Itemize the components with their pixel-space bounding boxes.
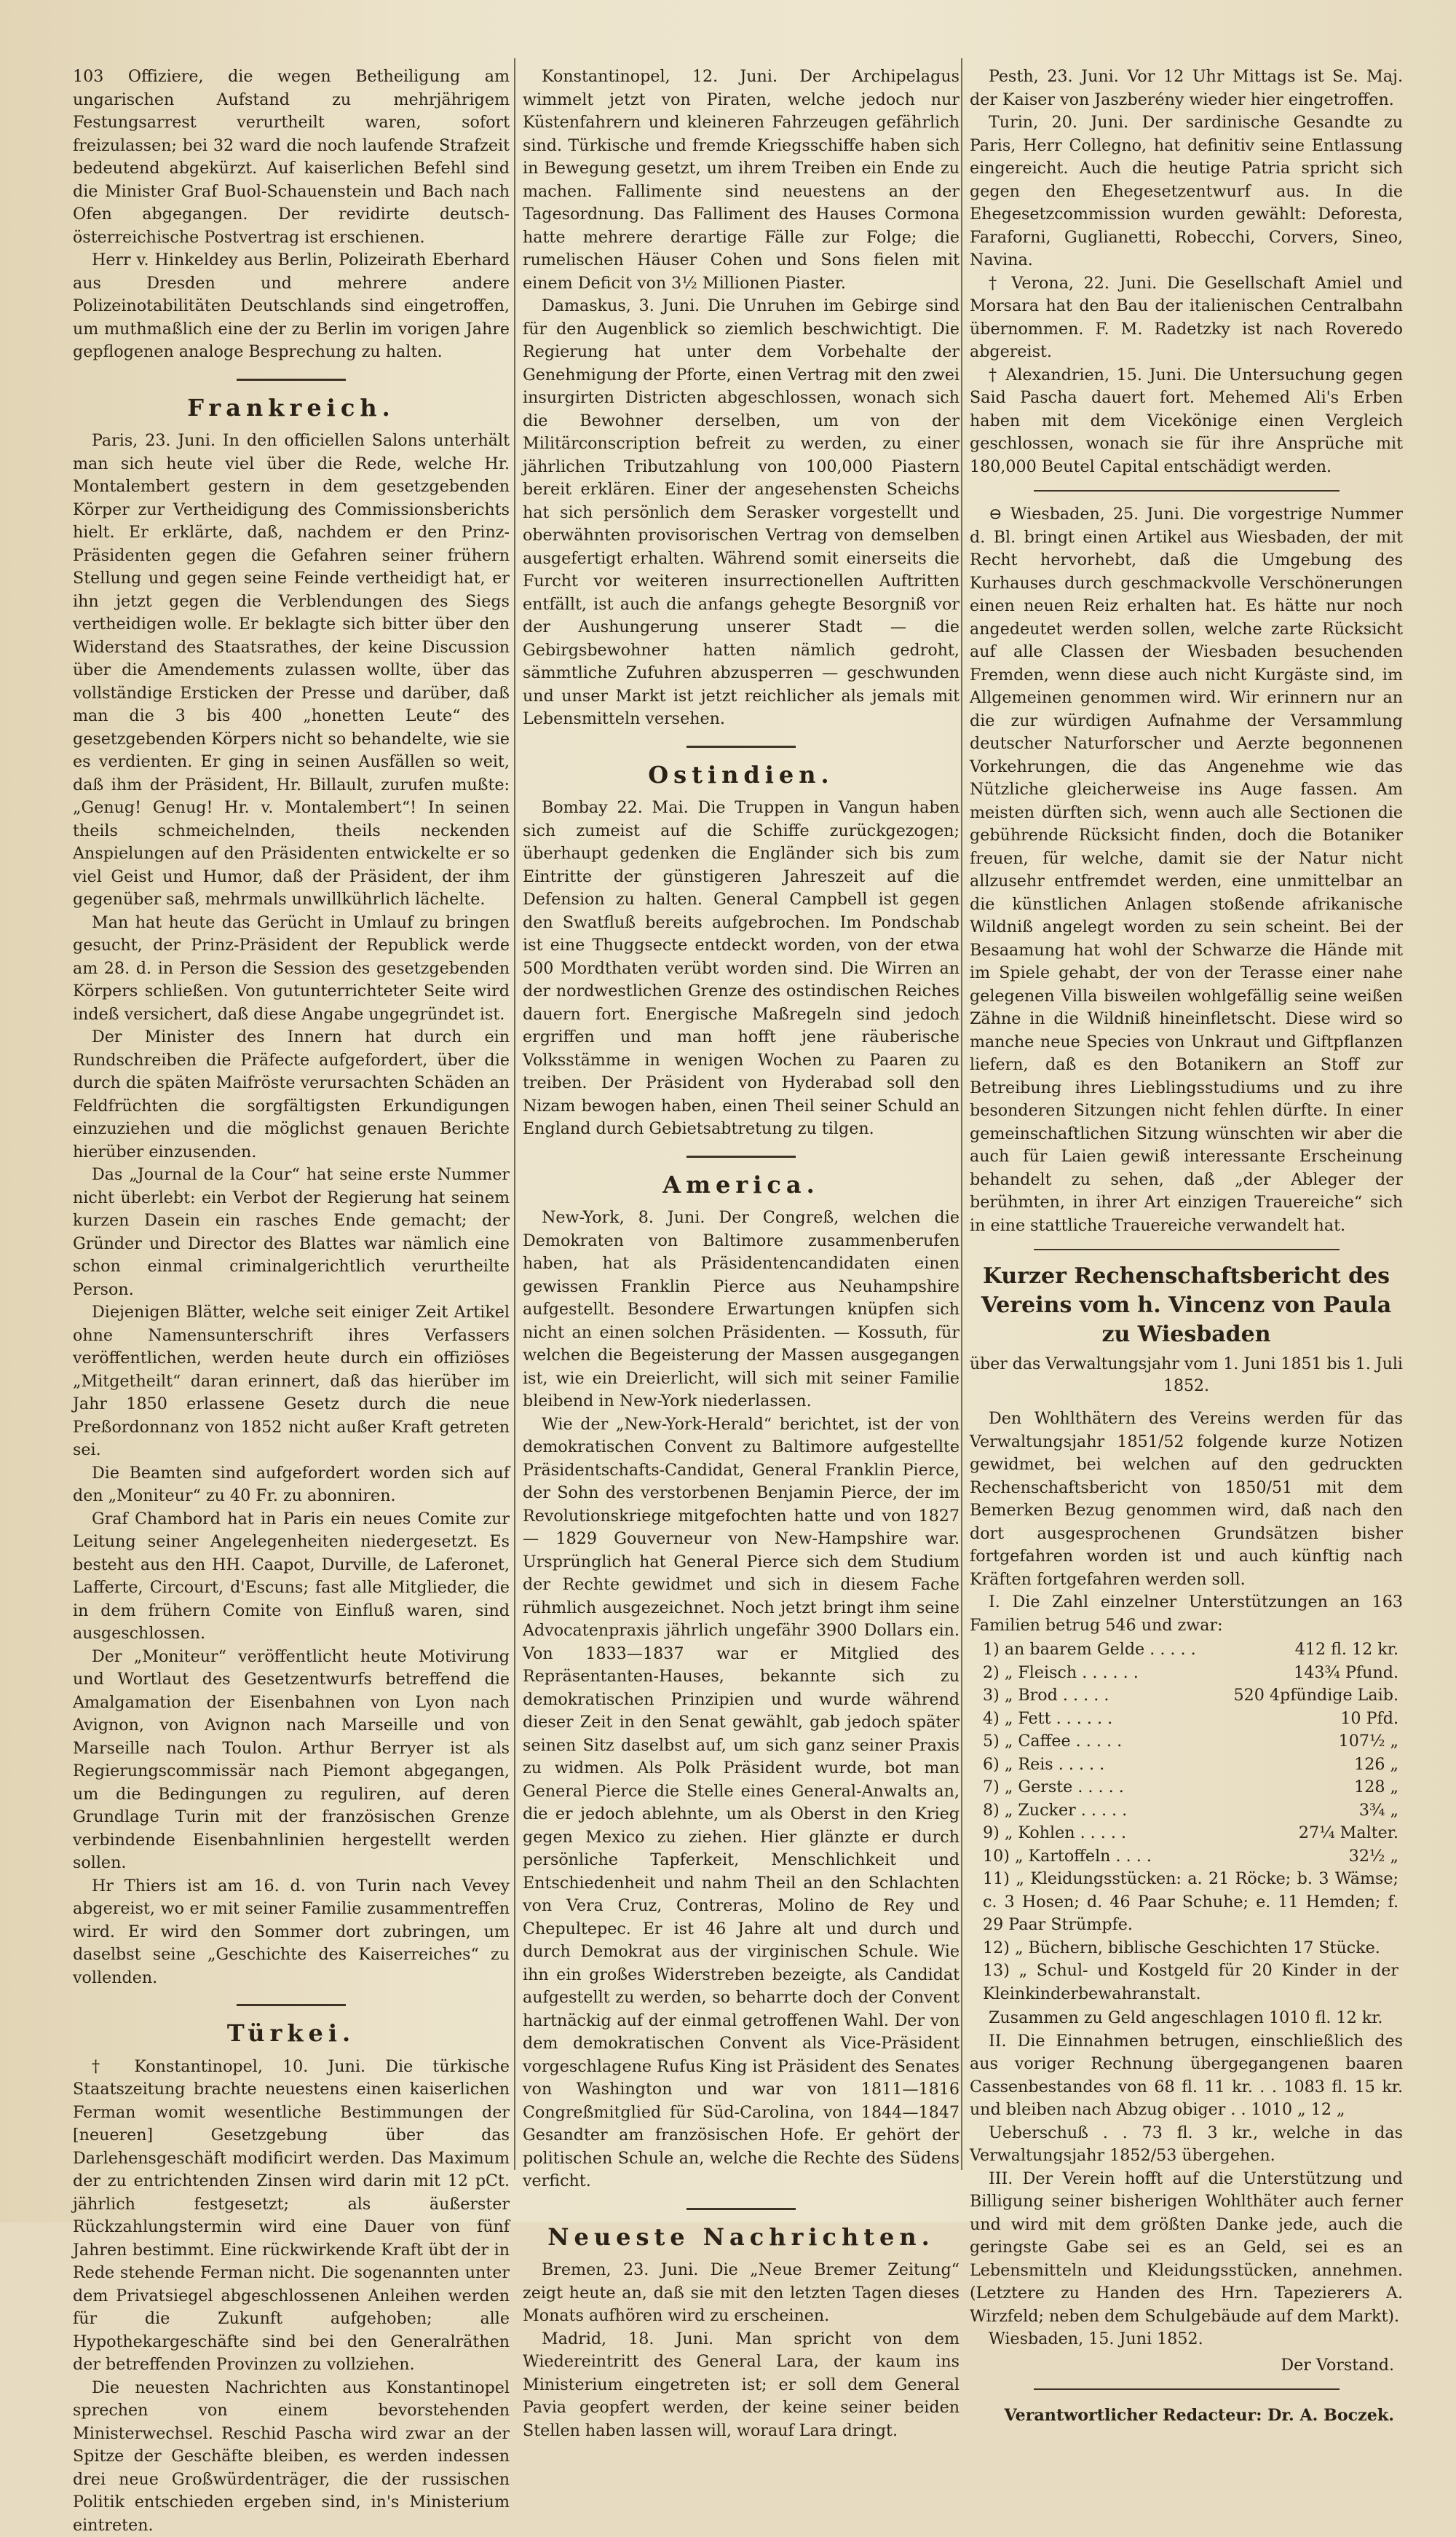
article-paragraph: Turin, 20. Juni. Der sardinische Gesandte zu Paris, Herr Collegno, hat definitiv seine Entlassung eingereicht. Auch die heutige Patria spricht sich gegen den Ehegesetzentwurf aus. In die Ehegesetzcommission wurden gewählt: Deforesta, Faraforni, Guglianetti, Robecchi, Corvers, Sineo, Navina. — [970, 111, 1403, 272]
signature: Der Vorstand. — [970, 2354, 1403, 2378]
section-divider — [237, 2004, 346, 2006]
item-amount: 412 fl. 12 kr. — [1289, 1638, 1398, 1662]
list-item — [983, 1730, 1403, 1753]
section-heading: Türkei. — [73, 2022, 510, 2045]
item-amount: 10 Pfd. — [1334, 1708, 1398, 1731]
section-heading: Neueste Nachrichten. — [523, 2226, 960, 2249]
column-right — [970, 66, 1403, 2428]
item-label: 10) „ Kartoffeln . . . . — [983, 1845, 1152, 1869]
item-amount: 27¼ Malter. — [1293, 1822, 1398, 1845]
article-paragraph: Paris, 23. Juni. In den officiellen Salons unterhält man sich heute viel über die Rede, welche Hr. Montalembert gestern in dem gesetzgebenden Körper zur Vertheidigung des Commissionsberichts hielt. Er erklärte, daß, nachdem er den Prinz-Präsidenten gegen die Gefahren seiner frühern Stellung und gegen seine Feinde vertheidigt hat, er ihn jetzt gegen die Verblendungen des Siegs vertheidigen wolle. Er beklagte sich bitter über den Widerstand des Staatsrathes, der keine Discussion über die Amendements zulassen wollte, über das vollständige Ersticken der Presse und darüber, daß man die 3 bis 400 „honetten Leute“ des gesetzgebenden Körpers nicht so behandelte, wie sie es verdienten. Er ging in seinen Ausfällen so weit, daß ihm der Präsident, Hr. Billault, zurufen mußte: „Genug! Genug! Hr. v. Montalembert“! In seinen theils schmeichelnden, theils neckenden Anspielungen auf den Präsidenten entwickelte er so viel Geist und Humor, daß der Präsident, der ihm gegenüber saß, mehrmals unwillkührlich lächelte. — [73, 430, 510, 912]
item-amount: 126 „ — [1348, 1753, 1398, 1777]
article-paragraph: II. Die Einnahmen betrugen, einschließlich des aus voriger Rechnung übergegangenen baaren Cassenbestandes von 68 fl. 11 kr. . . 1083 fl. 15 kr. und bleiben nach Abzug obiger . . 1010 „ 12 „ — [970, 2030, 1403, 2122]
list-item — [983, 1937, 1403, 1960]
article-paragraph: Madrid, 18. Juni. Man spricht von dem Wiedereintritt des General Lara, der kaum ins Ministerium eingetreten ist; er soll dem General Pavia geopfert werden, der keine seiner beiden Stellen haben lassen will, worauf Lara dringt. — [523, 2328, 960, 2443]
item-label: 8) „ Zucker . . . . . — [983, 1799, 1127, 1823]
article-paragraph: † Konstantinopel, 10. Juni. Die türkische Staatszeitung brachte neuestens einen kaiserlichen Ferman womit wesentliche Bestimmungen der [neueren] Gesetzgebung über das Darlehensgeschäft modificirt werden. Das Maximum der zu entrichtenden Zinsen wird darin mit 12 pCt. jährlich festgesetzt; als äußerster Rückzahlungstermin wird eine Dauer von fünf Jahren bestimmt. Eine rückwirkende Kraft übt der in Rede stehende Ferman nicht. Die sogenannten unter dem Privatsiegel abgeschlossenen Anleihen werden für die Zukunft aufgehoben; alle Hypothekargeschäfte sind bei den Generalräthen der betreffenden Provinzen zu vollziehen. — [73, 2056, 510, 2377]
column-rule — [961, 58, 962, 2170]
section-divider — [237, 379, 346, 381]
article-paragraph: Graf Chambord hat in Paris ein neues Comite zur Leitung seiner Angelegenheiten niedergesetzt. Es besteht aus den HH. Caapot, Durville, de Laferonet, Lafferte, Circourt, d'Escuns; fast alle Mitglieder, die in dem frühern Comite von Einfluß waren, sind ausgeschlossen. — [73, 1508, 510, 1646]
item-label: 2) „ Fleisch . . . . . . — [983, 1662, 1139, 1685]
column-middle — [523, 66, 960, 2442]
list-item — [983, 1960, 1403, 2005]
item-amount: 32½ „ — [1343, 1845, 1398, 1869]
list-item — [983, 1638, 1403, 1662]
section-divider — [1034, 1249, 1340, 1250]
article-paragraph: Pesth, 23. Juni. Vor 12 Uhr Mittags ist Se. Maj. der Kaiser von Jaszberény wieder hier eingetroffen. — [970, 66, 1403, 111]
list-item — [983, 1684, 1403, 1708]
list-item — [983, 1753, 1403, 1777]
item-amount: 520 4pfündige Laib. — [1227, 1684, 1398, 1708]
section-heading: Ostindien. — [523, 764, 960, 787]
section-heading: Frankreich. — [73, 397, 510, 420]
list-item — [983, 1799, 1403, 1823]
item-label: 6) „ Reis . . . . . — [983, 1753, 1104, 1777]
support-items-list — [983, 1638, 1403, 2005]
item-label: 12) „ Büchern, biblische Geschichten 17 Stücke. — [983, 1937, 1380, 1960]
report-title: Kurzer Rechenschaftsbericht des Vereins vom h. Vincenz von Paula zu Wiesbaden — [970, 1262, 1403, 1349]
article-paragraph: Zusammen zu Geld angeschlagen 1010 fl. 12 kr. — [970, 2007, 1403, 2030]
list-item — [983, 1708, 1403, 1731]
item-amount: 107½ „ — [1333, 1730, 1398, 1753]
report-subtitle: über das Verwaltungsjahr vom 1. Juni 1851 bis 1. Juli 1852. — [970, 1354, 1403, 1397]
item-label: 11) „ Kleidungsstücken: a. 21 Röcke; b. 3 Wämse; c. 3 Hosen; d. 46 Paar Schuhe; e. 11 Hemden; f. 29 Paar Strümpfe. — [983, 1868, 1398, 1937]
list-item — [983, 1776, 1403, 1799]
article-paragraph: Die neuesten Nachrichten aus Konstantinopel sprechen von einem bevorstehenden Ministerwechsel. Reschid Pascha wird zwar an der Spitze der Geschäfte bleiben, es werden indessen drei neue Großwürdenträger, die der russischen Politik entschieden ergeben sind, in's Ministerium eintreten. — [73, 2377, 510, 2537]
section-heading: America. — [523, 1174, 960, 1197]
item-amount: 3¾ „ — [1353, 1799, 1398, 1823]
item-label: 9) „ Kohlen . . . . . — [983, 1822, 1126, 1845]
list-item — [983, 1868, 1403, 1937]
item-amount: 128 „ — [1348, 1776, 1398, 1799]
article-paragraph: Wie der „New-York-Herald“ berichtet, ist der von demokratischen Convent zu Baltimore aufgestellte Präsidentschafts-Candidat, General Franklin Pierce, der Sohn des verstorbenen Benjamin Pierce, der im Revolutionskriege mitgefochten hatte und von 1827 — 1829 Gouverneur von New-Hampshire war. Ursprünglich hat General Pierce sich dem Studium der Rechte gewidmet und sich in diesem Fache rühmlich ausgezeichnet. Noch jetzt bringt ihm seine Advocatenpraxis jährlich ungefähr 3900 Dollars ein. Von 1833—1837 war er Mitglied des Repräsentanten-Hauses, bekannte sich zu demokratischen Prinzipien und wurde während dieser Zeit in den Senat gewählt, gab jedoch später seinen Sitz daselbst auf, um sich ganz seiner Praxis zu widmen. Als Polk Präsident wurde, bot man General Pierce die Stelle eines General-Anwalts an, die er jedoch ablehnte, um als Oberst in den Krieg gegen Mexico zu ziehen. Hier glänzte er durch persönliche Tapferkeit, Menschlichkeit und Entschiedenheit und nahm Theil an den Schlachten von Vera Cruz, Contreras, Molino de Rey und Chepultepec. Er ist 46 Jahre alt und durch und durch Demokrat aus der virginischen Schule. Wie ihn ein großes Widerstreben bezeigte, als Candidat aufgestellt zu werden, so beharrte doch der Convent hartnäckig auf der einmal getroffenen Wahl. Der von dem demokratischen Convent als Vice-Präsident vorgeschlagene Rufus King ist Präsident des Senates von Washington und war von 1811—1816 Congreßmitglied für Süd-Carolina, von 1844—1847 Gesandter am französischen Hofe. Er gehört der politischen Schule an, welche die Rechte des Südens verficht. — [523, 1413, 960, 2193]
article-paragraph: † Alexandrien, 15. Juni. Die Untersuchung gegen Said Pascha dauert fort. Mehemed Ali's Erben haben mit dem Vicekönige einen Vergleich geschlossen, wonach sie für ihre Ansprüche mit 180,000 Beutel Capital entschädigt werden. — [970, 364, 1403, 479]
item-amount: 143¾ Pfund. — [1288, 1662, 1398, 1685]
article-paragraph: Damaskus, 3. Juni. Die Unruhen im Gebirge sind für den Augenblick so ziemlich beschwichtigt. Die Regierung hat unter dem Vorbehalte der Genehmigung der Pforte, einen Vertrag mit den zwei insurgirten Districten abgeschlossen, wonach sich die Bewohner derselben, um von der Militärconscription befreit zu werden, zu einer jährlichen Tributzahlung von 100,000 Piastern bereit erklären. Einer der angesehensten Scheichs hat sich persönlich dem Serasker vorgestellt und oberwähnten provisorischen Vertrag von demselben ausgefertigt erhalten. Während somit einerseits die Furcht vor weiteren insurrectionellen Auftritten entfällt, ist auch die anfangs gehegte Besorgniß vor der Aushungerung unserer Stadt — die Gebirgsbewohner hatten nämlich gedroht, sämmtliche Zufuhren abzusperren — geschwunden und unser Markt ist jetzt reichlicher als jemals mit Lebensmitteln versehen. — [523, 295, 960, 731]
item-label: 7) „ Gerste . . . . . — [983, 1776, 1124, 1799]
list-item — [983, 1662, 1403, 1685]
item-label: 1) an baarem Gelde . . . . . — [983, 1638, 1196, 1662]
article-paragraph: Man hat heute das Gerücht in Umlauf zu bringen gesucht, der Prinz-Präsident der Republick werde am 28. d. in Person die Session des gesetzgebenden Körpers schließen. Von gutunterrichteter Seite wird indeß versichert, daß diese Angabe ungegründet ist. — [73, 912, 510, 1027]
article-paragraph: Konstantinopel, 12. Juni. Der Archipelagus wimmelt jetzt von Piraten, welche jedoch nur Küstenfahrern und kleineren Fahrzeugen gefährlich sind. Türkische und fremde Kriegsschiffe haben sich in Bewegung gesetzt, um ihrem Treiben ein Ende zu machen. Fallimente sind neuestens an der Tagesordnung. Das Falliment des Hauses Cormona hatte mehrere derartige Fälle zur Folge; die rumelischen Häuser Cohen und Sons fielen mit einem Deficit von 3½ Millionen Piaster. — [523, 66, 960, 295]
article-paragraph: New-York, 8. Juni. Der Congreß, welchen die Demokraten von Baltimore zusammenberufen haben, hat als Präsidentencandidaten einen gewissen Franklin Pierce aus Neuhampshire aufgestellt. Besondere Erwartungen knüpfen sich nicht an einen solchen Präsidenten. — Kossuth, für welchen die Begeisterung der Massen ausgegangen ist, wie ein Dreierlicht, will sich mit seiner Familie bleibend in New-York niederlassen. — [523, 1207, 960, 1413]
section-divider — [1034, 2388, 1340, 2390]
article-paragraph: † Verona, 22. Juni. Die Gesellschaft Amiel und Morsara hat den Bau der italienischen Centralbahn übernommen. F. M. Radetzky ist nach Roveredo abgereist. — [970, 272, 1403, 364]
article-paragraph: Die Beamten sind aufgefordert worden sich auf den „Moniteur“ zu 40 Fr. zu abonniren. — [73, 1462, 510, 1508]
article-paragraph: Wiesbaden, 15. Juni 1852. — [970, 2328, 1403, 2351]
article-paragraph: Der „Moniteur“ veröffentlicht heute Motivirung und Wortlaut des Gesetzentwurfs betreffend die Amalgamation der Eisenbahnen von Lyon nach Avignon, von Avignon nach Marseille und von Marseille nach Toulon. Arthur Berryer ist als Regierungscommissär nach Piemont abgegangen, um die Bedingungen zu reguliren, auf deren Grundlage Turin mit der französischen Grenze verbindende Eisenbahnlinien hergestellt werden sollen. — [73, 1646, 510, 1875]
article-paragraph: 103 Offiziere, die wegen Betheiligung am ungarischen Aufstand zu mehrjährigem Festungsarrest verurtheilt waren, sofort freizulassen; bei 32 ward die noch laufende Strafzeit bedeutend abgekürzt. Auf kaiserlichen Befehl sind die Minister Graf Buol-Schauenstein und Bach nach Ofen abgegangen. Der revidirte deutsch-österreichische Postvertrag ist erschienen. — [73, 66, 510, 249]
article-paragraph: Ueberschuß . . 73 fl. 3 kr., welche in das Verwaltungsjahr 1852/53 übergehen. — [970, 2122, 1403, 2168]
article-paragraph: Das „Journal de la Cour“ hat seine erste Nummer nicht überlebt: ein Verbot der Regierung hat seinem kurzen Dasein ein rasches Ende gemacht; der Gründer und Director des Blattes war nämlich eine schon einmal criminalgerichtlich verurtheilte Person. — [73, 1164, 510, 1301]
article-paragraph: Diejenigen Blätter, welche seit einiger Zeit Artikel ohne Namensunterschrift ihres Verfassers veröffentlichen, werden heute durch ein offiziöses „Mitgetheilt“ daran erinnert, daß das hierüber im Jahr 1850 erlassene Gesetz durch die neue Preßordonnanz von 1852 nicht außer Kraft getreten sei. — [73, 1301, 510, 1462]
section-divider — [687, 1156, 796, 1158]
section-divider — [687, 2208, 796, 2210]
section-divider — [687, 746, 796, 748]
item-label: 5) „ Caffee . . . . . — [983, 1730, 1122, 1753]
item-label: 3) „ Brod . . . . . — [983, 1684, 1109, 1708]
article-paragraph: ⊖ Wiesbaden, 25. Juni. Die vorgestrige Nummer d. Bl. bringt einen Artikel aus Wiesbaden, der mit Recht hervorhebt, daß die Umgebung des Kurhauses durch geschmackvolle Verschönerungen einen neuen Reiz erhalten hat. Es hätte nur noch angedeutet werden sollen, welche zarte Rücksicht auf alle Classen der Wiesbaden besuchenden Fremden, wenn diese auch nicht Kurgäste sind, im Allgemeinen genommen wird. Wir erinnern nur an die zur würdigen Aufnahme der Versammlung deutscher Naturforscher und Aerzte begonnenen Vorkehrungen, die das Angenehme wie das Nützliche gleicherweise ins Auge fassen. Am meisten dürften sich, wenn auch alle Sectionen die gebührende Rücksicht finden, doch die Botaniker freuen, für welche, damit sie der Natur nicht allzusehr entfremdet werden, eine unmittelbar an die künstlichen Anlagen stoßende afrikanische Wildniß angelegt worden zu sein scheint. Bei der Besaamung hat wohl der Schwarze die Hände mit im Spiele gehabt, der von der Terasse einer nahe gelegenen Villa bisweilen wohlgefällig seine weißen Zähne in die Wildniß hineinfletscht. Diese wird so manche neue Species von Unkraut und Giftpflanzen liefern, daß es den Botanikern an Stoff zur Betreibung ihres Lieblingsstudiums und zu ihre besonderen Sitzungen nicht fehlen dürfte. In einer gemeinschaftlichen Sitzung wünschten wir aber die auch für Laien gewiß interessante Erscheinung behandelt zu sehen, daß „der Ableger der berühmten, in ihrer Art einzigen Trauereiche“ sich in eine stattliche Trauereiche verwandelt hat. — [970, 503, 1403, 1237]
item-label: 13) „ Schul- und Kostgeld für 20 Kinder in der Kleinkinderbewahranstalt. — [983, 1960, 1398, 2005]
list-item — [983, 1845, 1403, 1869]
article-paragraph: I. Die Zahl einzelner Unterstützungen an 163 Familien betrug 546 und zwar: — [970, 1591, 1403, 1637]
editor-line: Verantwortlicher Redacteur: Dr. A. Boczek. — [970, 2404, 1403, 2428]
column-left — [73, 66, 510, 2537]
section-divider — [1034, 490, 1340, 492]
article-paragraph: Hr Thiers ist am 16. d. von Turin nach Vevey abgereist, wo er mit seiner Familie zusammentreffen wird. Er wird den Sommer dort zubringen, um daselbst seine „Geschichte des Kaiserreiches“ zu vollenden. — [73, 1875, 510, 1990]
list-item — [983, 1822, 1403, 1845]
article-paragraph: III. Der Verein hofft auf die Unterstützung und Billigung seiner bisherigen Wohlthäter auch ferner und wird mit dem größten Danke jede, auch die geringste Gabe sei es an Geld, sei es an Lebensmitteln und Kleidungsstücken, annehmen. (Letztere zu Handen des Hrn. Tapezierers A. Wirzfeld; neben dem Schulgebäude auf dem Markt). — [970, 2168, 1403, 2329]
article-paragraph: Den Wohlthätern des Vereins werden für das Verwaltungsjahr 1851/52 folgende kurze Notizen gewidmet, bei welchen auf den gedruckten Rechenschaftsbericht von 1850/51 mit dem Bemerken Bezug genommen wird, daß nach den dort ausgesprochenen Grundsätzen bisher fortgefahren worden ist und auch künftig nach Kräften fortgefahren werden soll. — [970, 1408, 1403, 1591]
article-paragraph: Herr v. Hinkeldey aus Berlin, Polizeirath Eberhard aus Dresden und mehrere andere Polizeinotabilitäten Deutschlands sind eingetroffen, um muthmaßlich eine der zu Berlin im vorigen Jahre gepflogenen analoge Besprechung zu halten. — [73, 249, 510, 364]
article-paragraph: Bombay 22. Mai. Die Truppen in Vangun haben sich zumeist auf die Schiffe zurückgezogen; überhaupt gedenken die Engländer sich bis zum Eintritte der günstigeren Jahreszeit auf die Defension zu halten. General Campbell ist gegen den Swatfluß bereits aufgebrochen. Im Pondschab ist eine Thuggsecte entdeckt worden, von der etwa 500 Mordthaten verübt worden sind. Die Wirren an der nordwestlichen Grenze des ostindischen Reiches dauern fort. Energische Maßregeln sind jedoch ergriffen und man hofft jene räuberische Volksstämme in wenigen Wochen zu Paaren zu treiben. Der Präsident von Hyderabad soll den Nizam bewogen haben, einen Theil seiner Schuld an England durch Gebietsabtretung zu tilgen. — [523, 797, 960, 1141]
item-label: 4) „ Fett . . . . . . — [983, 1708, 1112, 1731]
article-paragraph: Bremen, 23. Juni. Die „Neue Bremer Zeitung“ zeigt heute an, daß sie mit den letzten Tagen dieses Monats aufhören wird zu erscheinen. — [523, 2259, 960, 2328]
article-paragraph: Der Minister des Innern hat durch ein Rundschreiben die Präfecte aufgefordert, über die durch die späten Maifröste verursachten Schäden an Feldfrüchten die sorgfältigsten Erkundigungen einzuziehen und die möglichst genauen Berichte hierüber einzusenden. — [73, 1026, 510, 1164]
column-rule — [514, 58, 515, 2170]
